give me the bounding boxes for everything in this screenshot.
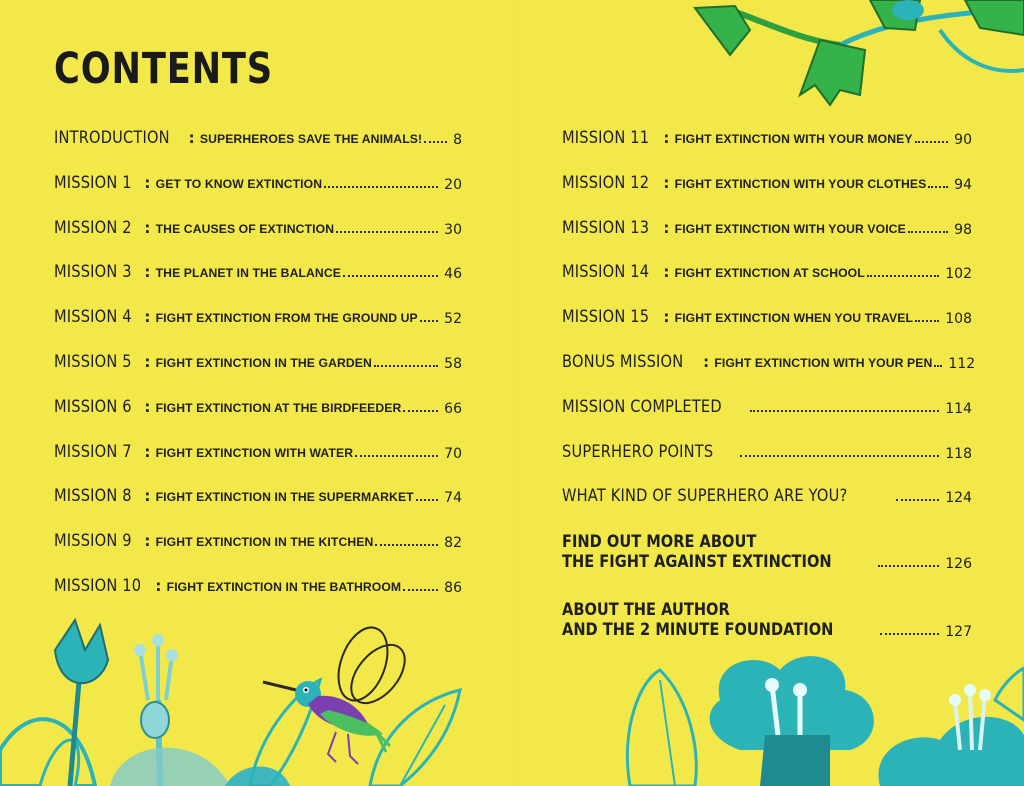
toc-entry-label <box>54 486 414 506</box>
toc-entry-heading-line2: AND THE 2 MINUTE FOUNDATION <box>562 620 834 640</box>
toc-entry <box>54 486 462 506</box>
toc-entry-heading: INTRODUCTION <box>54 128 170 148</box>
toc-entry-colon: : <box>144 442 156 461</box>
toc-entry-heading: MISSION 8 <box>54 486 132 507</box>
toc-entry-colon: : <box>155 577 167 595</box>
toc-entry-colon: : <box>663 129 675 147</box>
toc-entry-subtitle: FIGHT EXTINCTION IN THE GARDEN <box>155 356 372 370</box>
leader-dots <box>896 499 939 501</box>
leader-dots <box>878 565 940 567</box>
toc-entry-colon: : <box>144 532 156 551</box>
page-number: 74 <box>444 490 462 507</box>
page-number: 90 <box>954 132 972 148</box>
toc-entry-label <box>562 218 906 238</box>
toc-entry-label <box>54 128 422 148</box>
toc-entry-heading: SUPERHERO POINTS <box>562 441 714 462</box>
toc-entry-subtitle: FIGHT EXTINCTION WITH YOUR VOICE <box>674 221 906 236</box>
toc-entry-subtitle: FIGHT EXTINCTION WITH YOUR MONEY <box>674 132 913 146</box>
toc-entry-colon: : <box>144 353 156 371</box>
toc-entry-subtitle: FIGHT EXTINCTION AT THE BIRDFEEDER <box>155 400 402 415</box>
toc-entry-heading: MISSION 4 <box>54 307 132 328</box>
toc-entry-colon: : <box>144 308 156 327</box>
page-number: 98 <box>954 221 972 238</box>
toc-entry <box>54 442 462 462</box>
toc-entry-label <box>562 352 932 372</box>
leader-dots <box>880 633 940 635</box>
toc-entry-heading: BONUS MISSION <box>562 352 684 372</box>
toc-entry-subtitle: FIGHT EXTINCTION WITH YOUR CLOTHES <box>674 176 927 191</box>
toc-entry-label <box>54 173 322 193</box>
toc-entry-label <box>562 128 913 148</box>
toc-entry <box>562 173 972 193</box>
toc-entry-label <box>562 262 865 282</box>
toc-entry <box>562 442 972 462</box>
leader-dots <box>374 365 438 367</box>
page-title: CONTENTS <box>54 44 274 94</box>
toc-entry-heading: MISSION 11 <box>562 128 650 148</box>
toc-entry <box>562 486 972 506</box>
page-number: 82 <box>444 535 462 552</box>
page-number: 102 <box>945 266 972 283</box>
toc-entry-subtitle: THE PLANET IN THE BALANCE <box>155 266 341 281</box>
toc-entry-label <box>54 218 334 238</box>
toc-entry-subtitle: FIGHT EXTINCTION FROM THE GROUND UP <box>155 311 418 326</box>
toc-entry <box>562 128 972 148</box>
page-number: 30 <box>444 221 462 238</box>
page-number: 86 <box>444 580 462 596</box>
toc-entry <box>54 173 462 193</box>
toc-entry-label <box>562 307 913 327</box>
toc-entry <box>54 531 462 551</box>
leader-dots <box>403 589 438 591</box>
hummingbird-illustration <box>258 624 418 774</box>
teal-flowers-right-illustration <box>600 640 1024 786</box>
toc-entry-label <box>562 532 876 572</box>
leader-dots <box>403 410 438 412</box>
page-number: 66 <box>444 400 462 417</box>
toc-entry <box>562 262 972 282</box>
toc-entry-heading: MISSION 10 <box>54 576 142 596</box>
toc-entry-subtitle: FIGHT EXTINCTION IN THE SUPERMARKET <box>155 490 414 505</box>
toc-entry <box>54 262 462 282</box>
toc-entry-heading: MISSION 7 <box>54 441 132 462</box>
toc-entry <box>562 397 972 417</box>
leader-dots <box>355 455 438 457</box>
page-number: 127 <box>945 624 972 640</box>
toc-entry-label <box>54 531 373 551</box>
toc-entry <box>562 532 972 572</box>
toc-entry-heading: MISSION 6 <box>54 396 132 417</box>
toc-entry-heading: MISSION COMPLETED <box>562 396 722 417</box>
toc-entry-heading-line2: THE FIGHT AGAINST EXTINCTION <box>562 552 832 572</box>
leader-dots <box>928 186 948 188</box>
toc-entry-label <box>54 262 341 282</box>
leader-dots <box>416 499 438 501</box>
toc-entry-heading-line1: FIND OUT MORE ABOUT <box>562 532 757 552</box>
toc-entry-heading: MISSION 14 <box>562 262 650 283</box>
toc-entry <box>562 600 972 640</box>
toc-entry-colon: : <box>144 397 156 416</box>
leader-dots <box>424 141 447 143</box>
toc-entry-label <box>562 173 926 193</box>
toc-entry-heading: MISSION 9 <box>54 531 132 552</box>
page-gutter <box>512 0 513 786</box>
toc-entry-colon: : <box>663 263 675 282</box>
page-number: 52 <box>444 311 462 328</box>
leader-dots <box>324 186 438 188</box>
toc-entry-heading: MISSION 12 <box>562 172 650 193</box>
toc-entry-heading: MISSION 13 <box>562 217 650 238</box>
toc-entry-subtitle: GET TO KNOW EXTINCTION <box>155 176 323 191</box>
toc-entry <box>54 128 462 148</box>
toc-entry <box>54 352 462 372</box>
toc-entry <box>562 352 976 372</box>
toc-entry-subtitle: FIGHT EXTINCTION AT SCHOOL <box>674 266 865 281</box>
toc-entry-colon: : <box>663 308 675 327</box>
toc-entry-label <box>54 307 418 327</box>
toc-entry-subtitle: FIGHT EXTINCTION WITH YOUR PEN <box>714 356 933 370</box>
toc-entry-heading: MISSION 5 <box>54 352 132 372</box>
toc-entry-label <box>54 397 401 417</box>
toc-entry-heading: WHAT KIND OF SUPERHERO ARE YOU? <box>562 486 848 507</box>
toc-entry-heading: MISSION 2 <box>54 217 132 238</box>
toc-entry-colon: : <box>144 263 156 282</box>
bellflower-branch-illustration <box>690 0 1024 110</box>
toc-entry-label <box>562 600 878 640</box>
page-number: 46 <box>444 266 462 283</box>
leader-dots <box>915 141 949 143</box>
toc-entry-label <box>54 442 353 462</box>
toc-entry-colon: : <box>144 487 156 506</box>
toc-entry-label <box>54 352 372 372</box>
leader-dots <box>750 410 939 412</box>
page-number: 126 <box>945 556 972 572</box>
toc-entry-colon: : <box>144 173 156 192</box>
toc-entry-colon: : <box>188 129 200 147</box>
toc-entry-heading: MISSION 1 <box>54 172 132 193</box>
toc-entry-colon: : <box>144 218 156 237</box>
toc-entry-colon: : <box>663 173 675 192</box>
toc-entry-label <box>54 576 401 596</box>
leader-dots <box>740 455 939 457</box>
leader-dots <box>915 320 939 322</box>
page-number: 70 <box>444 445 462 462</box>
leader-dots <box>375 544 438 546</box>
toc-entry-subtitle: THE CAUSES OF EXTINCTION <box>155 221 335 236</box>
toc-entry-subtitle: FIGHT EXTINCTION IN THE KITCHEN <box>155 535 374 550</box>
toc-entry-subtitle: FIGHT EXTINCTION WHEN YOU TRAVEL <box>674 311 914 326</box>
toc-entry-subtitle: FIGHT EXTINCTION WITH WATER <box>155 445 354 460</box>
page-number: 20 <box>444 176 462 193</box>
leader-dots <box>420 320 438 322</box>
toc-entry <box>562 218 972 238</box>
toc-entry <box>562 307 972 327</box>
page-number: 112 <box>948 356 976 372</box>
page-number: 108 <box>945 311 972 328</box>
toc-entry <box>54 576 462 596</box>
page-number: 8 <box>453 132 462 148</box>
page-number: 118 <box>945 445 972 462</box>
page-number: 114 <box>945 400 972 417</box>
toc-entry-subtitle: FIGHT EXTINCTION IN THE BATHROOM <box>166 580 402 594</box>
leader-dots <box>867 275 939 277</box>
toc-entry-colon: : <box>663 218 675 237</box>
leader-dots <box>908 231 948 233</box>
toc-entry-heading: MISSION 3 <box>54 262 132 283</box>
toc-entry-label <box>562 486 894 506</box>
toc-entry <box>54 218 462 238</box>
toc-entry <box>54 397 462 417</box>
toc-entry-label <box>562 442 738 462</box>
page-number: 124 <box>945 490 972 507</box>
toc-entry-subtitle: SUPERHEROES SAVE THE ANIMALS! <box>199 132 423 146</box>
leader-dots <box>343 275 438 277</box>
leader-dots <box>336 231 438 233</box>
toc-entry <box>54 307 462 327</box>
toc-entry-colon: : <box>703 353 715 371</box>
toc-entry-heading: MISSION 15 <box>562 307 650 328</box>
page-number: 94 <box>954 176 972 193</box>
toc-entry-label <box>562 397 748 417</box>
toc-entry-heading-line1: ABOUT THE AUTHOR <box>562 600 730 620</box>
page-number: 58 <box>444 356 462 372</box>
leader-dots <box>934 365 942 367</box>
